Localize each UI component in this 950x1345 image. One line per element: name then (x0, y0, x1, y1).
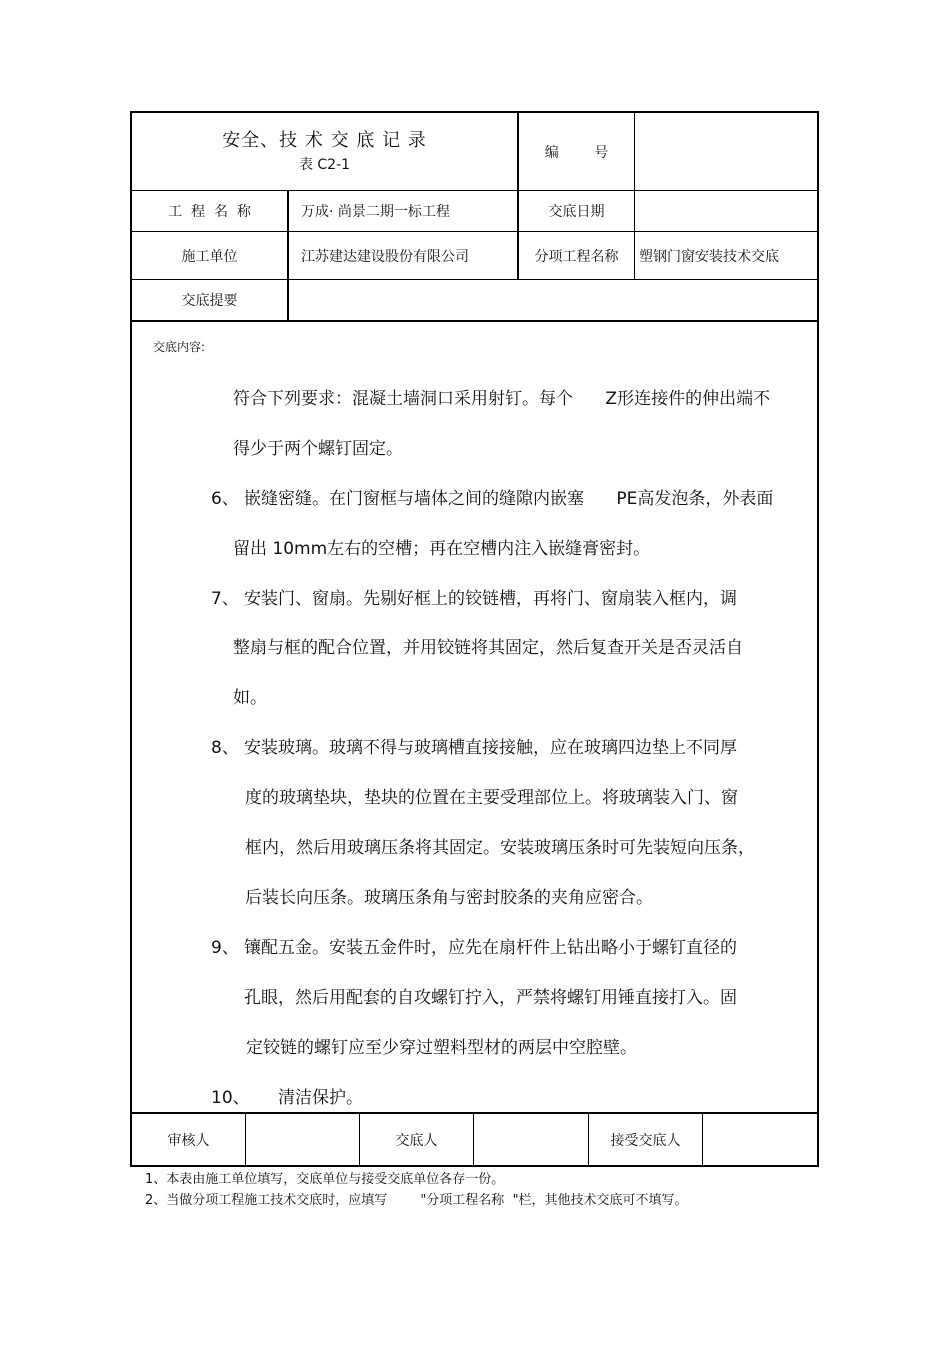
content-line: 定铰链的螺钉应至少穿过塑料型材的两层中空腔壁。 (246, 1038, 637, 1058)
content-line: 后装长向压条。玻璃压条角与密封胶条的夹角应密合。 (245, 888, 653, 908)
form-title: 安全、技 术 交 底 记 录 (222, 130, 427, 151)
content-line: 整扇与框的配合位置，并用铰链将其固定，然后复查开关是否灵活自 (233, 638, 743, 658)
number-label: 编 号 (544, 144, 609, 161)
discloser-value[interactable] (474, 1114, 588, 1165)
content-line: 安装玻璃。玻璃不得与玻璃槽直接接触，应在玻璃四边垫上不同厚 (244, 738, 737, 758)
item-number: 8、 (211, 738, 239, 758)
content-heading: 交底内容: (153, 340, 206, 354)
item-number: 10、 (211, 1088, 250, 1108)
content-line: 符合下列要求：混凝土墙洞口采用射钉。每个 Z形连接件的伸出端不 (233, 389, 771, 409)
content-line: 孔眼，然后用配套的自攻螺钉拧入，严禁将螺钉用锤直接打入。固 (244, 988, 737, 1008)
content-line: 框内，然后用玻璃压条将其固定。安装玻璃压条时可先装短向压条， (245, 838, 755, 858)
reviewer-value[interactable] (246, 1114, 359, 1165)
content-line: 清洁保护。 (278, 1088, 363, 1108)
item-number: 6、 (211, 489, 239, 509)
date-value[interactable] (635, 191, 817, 231)
table-border-bottom (130, 1165, 819, 1167)
number-value[interactable] (635, 113, 817, 190)
note-2: 2、当做分项工程施工技术交底时，应填写 "分项工程名称 "栏，其他技术交底可不填写。 (145, 1193, 688, 1208)
reviewer-label: 审核人 (167, 1132, 210, 1149)
note-1: 1、本表由施工单位填写，交底单位与接受交底单位各存一份。 (145, 1172, 505, 1187)
row-divider-4 (130, 320, 819, 322)
form-number: 表 C2-1 (298, 157, 351, 173)
summary-label: 交底提要 (181, 293, 238, 309)
content-line: 安装门、窗扇。先剔好框上的铰链槽，再将门、窗扇装入框内，调 (244, 589, 737, 609)
item-number: 9、 (211, 938, 239, 958)
subproject-label: 分项工程名称 (534, 248, 619, 265)
summary-value[interactable] (289, 280, 817, 320)
contractor-value[interactable]: 江苏建达建设股份有限公司 (301, 248, 469, 265)
content-line: 度的玻璃垫块，垫块的位置在主要受理部位上。将玻璃装入门、窗 (245, 788, 738, 808)
item-number: 7、 (211, 589, 239, 609)
project-name-value[interactable]: 万成· 尚景二期一标工程 (301, 204, 450, 220)
content-line: 镶配五金。安装五金件时，应先在扇杆件上钻出略小于螺钉直径的 (244, 938, 737, 958)
date-label: 交底日期 (548, 204, 605, 220)
content-line: 留出 10mm左右的空槽；再在空槽内注入嵌缝膏密封。 (233, 539, 651, 559)
receiver-value[interactable] (703, 1114, 817, 1165)
receiver-label: 接受交底人 (610, 1132, 681, 1149)
discloser-label: 交底人 (395, 1132, 438, 1149)
subproject-value[interactable]: 塑钢门窗安装技术交底 (639, 248, 779, 265)
contractor-label: 施工单位 (181, 248, 238, 265)
content-line: 得少于两个螺钉固定。 (233, 439, 403, 459)
content-line: 如。 (233, 688, 267, 708)
content-line: 嵌缝密缝。在门窗框与墙体之间的缝隙内嵌塞 PE高发泡条，外表面 (244, 489, 774, 509)
project-name-label: 工 程 名 称 (168, 204, 251, 220)
